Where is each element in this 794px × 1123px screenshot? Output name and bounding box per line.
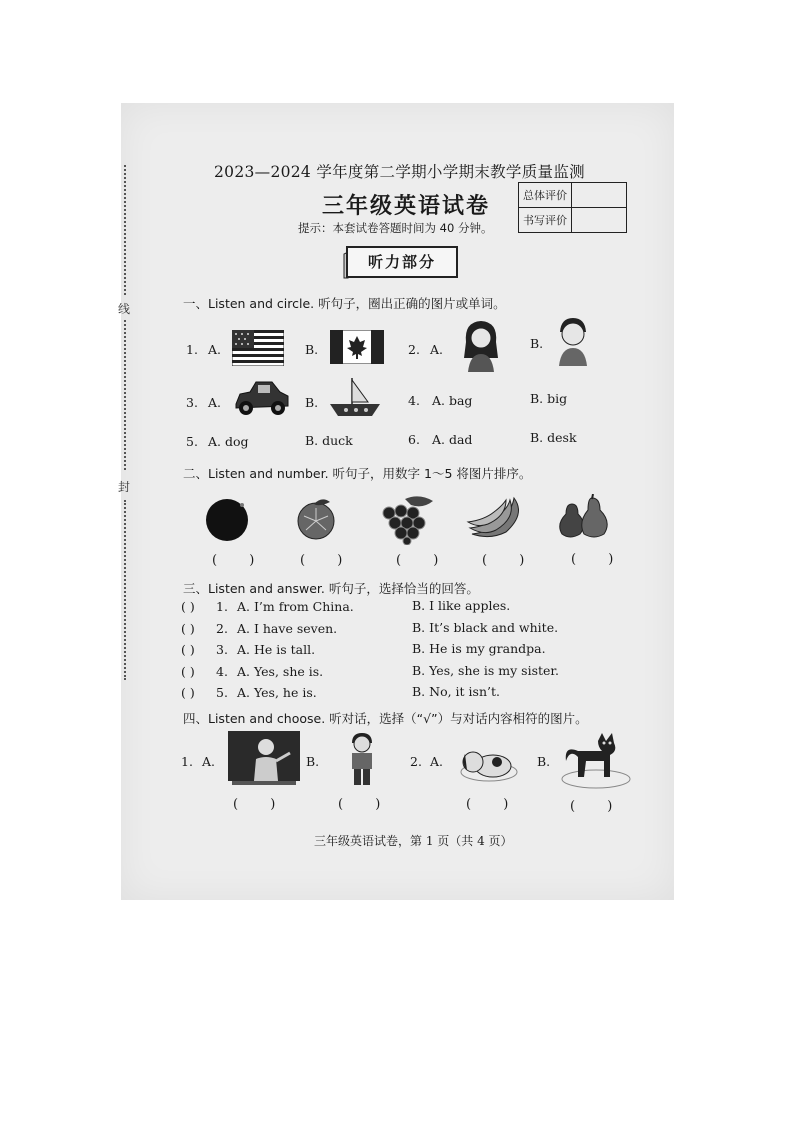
binding-mark-seal: 封: [118, 480, 131, 494]
q3-1-answer-blank[interactable]: ( ): [181, 599, 195, 614]
binding-dotted-line: [124, 320, 128, 470]
binding-mark-line: 线: [118, 302, 131, 316]
car-icon[interactable]: [232, 378, 290, 418]
q4-number: 4.: [408, 393, 420, 408]
section3-heading: 三、Listen and answer. 听句子，选择恰当的回答。: [183, 581, 479, 596]
section4-answer-blank[interactable]: ( ): [338, 797, 395, 812]
ball-icon[interactable]: [204, 497, 250, 543]
q1-number: 1.: [186, 342, 198, 357]
q5-number: 5.: [186, 434, 198, 449]
q1-option-b: B.: [305, 342, 319, 357]
listening-banner: [346, 246, 456, 280]
section1-heading: 一、Listen and circle. 听句子，圈出正确的图片或单词。: [183, 296, 506, 311]
q4-1-option-b: B.: [306, 754, 320, 769]
boat-icon[interactable]: [328, 376, 382, 418]
q3-4-number: 4.: [216, 664, 228, 679]
score-label-overall: 总体评价: [519, 183, 572, 208]
q4-option-b: B. big: [530, 391, 568, 406]
section2-answer-blank[interactable]: ( ): [212, 553, 269, 568]
exam-title: 2023—2024 学年度第二学期小学期末教学质量监测: [214, 163, 585, 181]
section4-heading: 四、Listen and choose. 听对话，选择（“√”）与对话内容相符的图片。: [183, 711, 588, 726]
listening-banner-label: 听力部分: [346, 246, 458, 278]
q6-number: 6.: [408, 432, 420, 447]
pears-icon[interactable]: [556, 494, 612, 540]
q3-number: 3.: [186, 395, 198, 410]
section2-answer-blank[interactable]: ( ): [300, 553, 357, 568]
section4-answer-blank[interactable]: ( ): [233, 797, 290, 812]
q5-options-a: A. dog: [208, 434, 249, 449]
page-footer: 三年级英语试卷，第 1 页（共 4 页）: [314, 834, 513, 848]
teacher-icon[interactable]: [228, 731, 300, 789]
q3-5-option-b: B. No, it isn’t.: [412, 684, 500, 699]
section2-heading: 二、Listen and number. 听句子，用数字 1～5 将图片排序。: [183, 466, 532, 481]
q3-1-option-a: A. I’m from China.: [237, 599, 354, 614]
section2-answer-blank[interactable]: ( ): [396, 553, 453, 568]
q3-option-a: A.: [208, 395, 222, 410]
q3-2-answer-blank[interactable]: ( ): [181, 621, 195, 636]
q2-option-a: A.: [430, 342, 444, 357]
q3-3-answer-blank[interactable]: ( ): [181, 642, 195, 657]
q3-2-number: 2.: [216, 621, 228, 636]
binding-dotted-line: [124, 500, 128, 680]
q2-number: 2.: [408, 342, 420, 357]
boy-standing-icon[interactable]: [344, 731, 380, 787]
girl-icon[interactable]: [460, 318, 502, 372]
bananas-icon[interactable]: [466, 494, 528, 540]
q3-5-answer-blank[interactable]: ( ): [181, 685, 195, 700]
usa-flag-icon[interactable]: [232, 330, 284, 366]
q4-2-option-a: A.: [430, 754, 444, 769]
section4-answer-blank[interactable]: ( ): [570, 799, 627, 814]
q4-2-number: 2.: [410, 754, 422, 769]
q6-option-b: B. desk: [530, 430, 577, 445]
binding-dotted-line: [124, 165, 128, 295]
q4-1-option-a: A.: [202, 754, 216, 769]
orange-icon[interactable]: [294, 496, 340, 542]
q3-4-option-b: B. Yes, she is my sister.: [412, 663, 559, 678]
q3-2-option-a: A. I have seven.: [237, 621, 338, 636]
q1-option-a: A.: [208, 342, 222, 357]
section2-answer-blank[interactable]: ( ): [482, 553, 539, 568]
q3-3-option-a: A. He is tall.: [237, 642, 316, 657]
q3-option-b: B.: [305, 395, 319, 410]
q3-3-number: 3.: [216, 642, 228, 657]
q3-2-option-b: B. It’s black and white.: [412, 620, 559, 635]
score-row: [519, 183, 627, 208]
score-label-writing: 书写评价: [519, 208, 572, 233]
q3-5-number: 5.: [216, 685, 228, 700]
q3-4-answer-blank[interactable]: ( ): [181, 664, 195, 679]
score-blank: [572, 183, 627, 208]
q3-3-option-b: B. He is my grandpa.: [412, 641, 546, 656]
q4-2-option-b: B.: [537, 754, 551, 769]
q6-option-a: A. dad: [432, 432, 473, 447]
section4-answer-blank[interactable]: ( ): [466, 797, 523, 812]
section2-answer-blank[interactable]: ( ): [571, 552, 628, 567]
dog-icon[interactable]: [457, 742, 521, 784]
score-table: [518, 182, 627, 233]
cat-icon[interactable]: [558, 731, 634, 791]
q3-1-option-b: B. I like apples.: [412, 598, 511, 613]
q4-1-number: 1.: [181, 754, 193, 769]
q3-1-number: 1.: [216, 599, 228, 614]
q5-option-b: B. duck: [305, 433, 353, 448]
q2-option-b: B.: [530, 336, 544, 351]
q3-4-option-a: A. Yes, she is.: [237, 664, 324, 679]
boy-icon[interactable]: [555, 316, 591, 366]
q3-5-option-a: A. Yes, he is.: [237, 685, 317, 700]
time-hint: 提示：本套试卷答题时间为 40 分钟。: [298, 221, 493, 235]
paper-title: 三年级英语试卷: [322, 194, 491, 219]
score-blank: [572, 208, 627, 233]
canada-flag-icon[interactable]: [330, 330, 384, 364]
grapes-icon[interactable]: [375, 493, 437, 545]
q4-option-a: A. bag: [432, 393, 473, 408]
score-row: [519, 208, 627, 233]
